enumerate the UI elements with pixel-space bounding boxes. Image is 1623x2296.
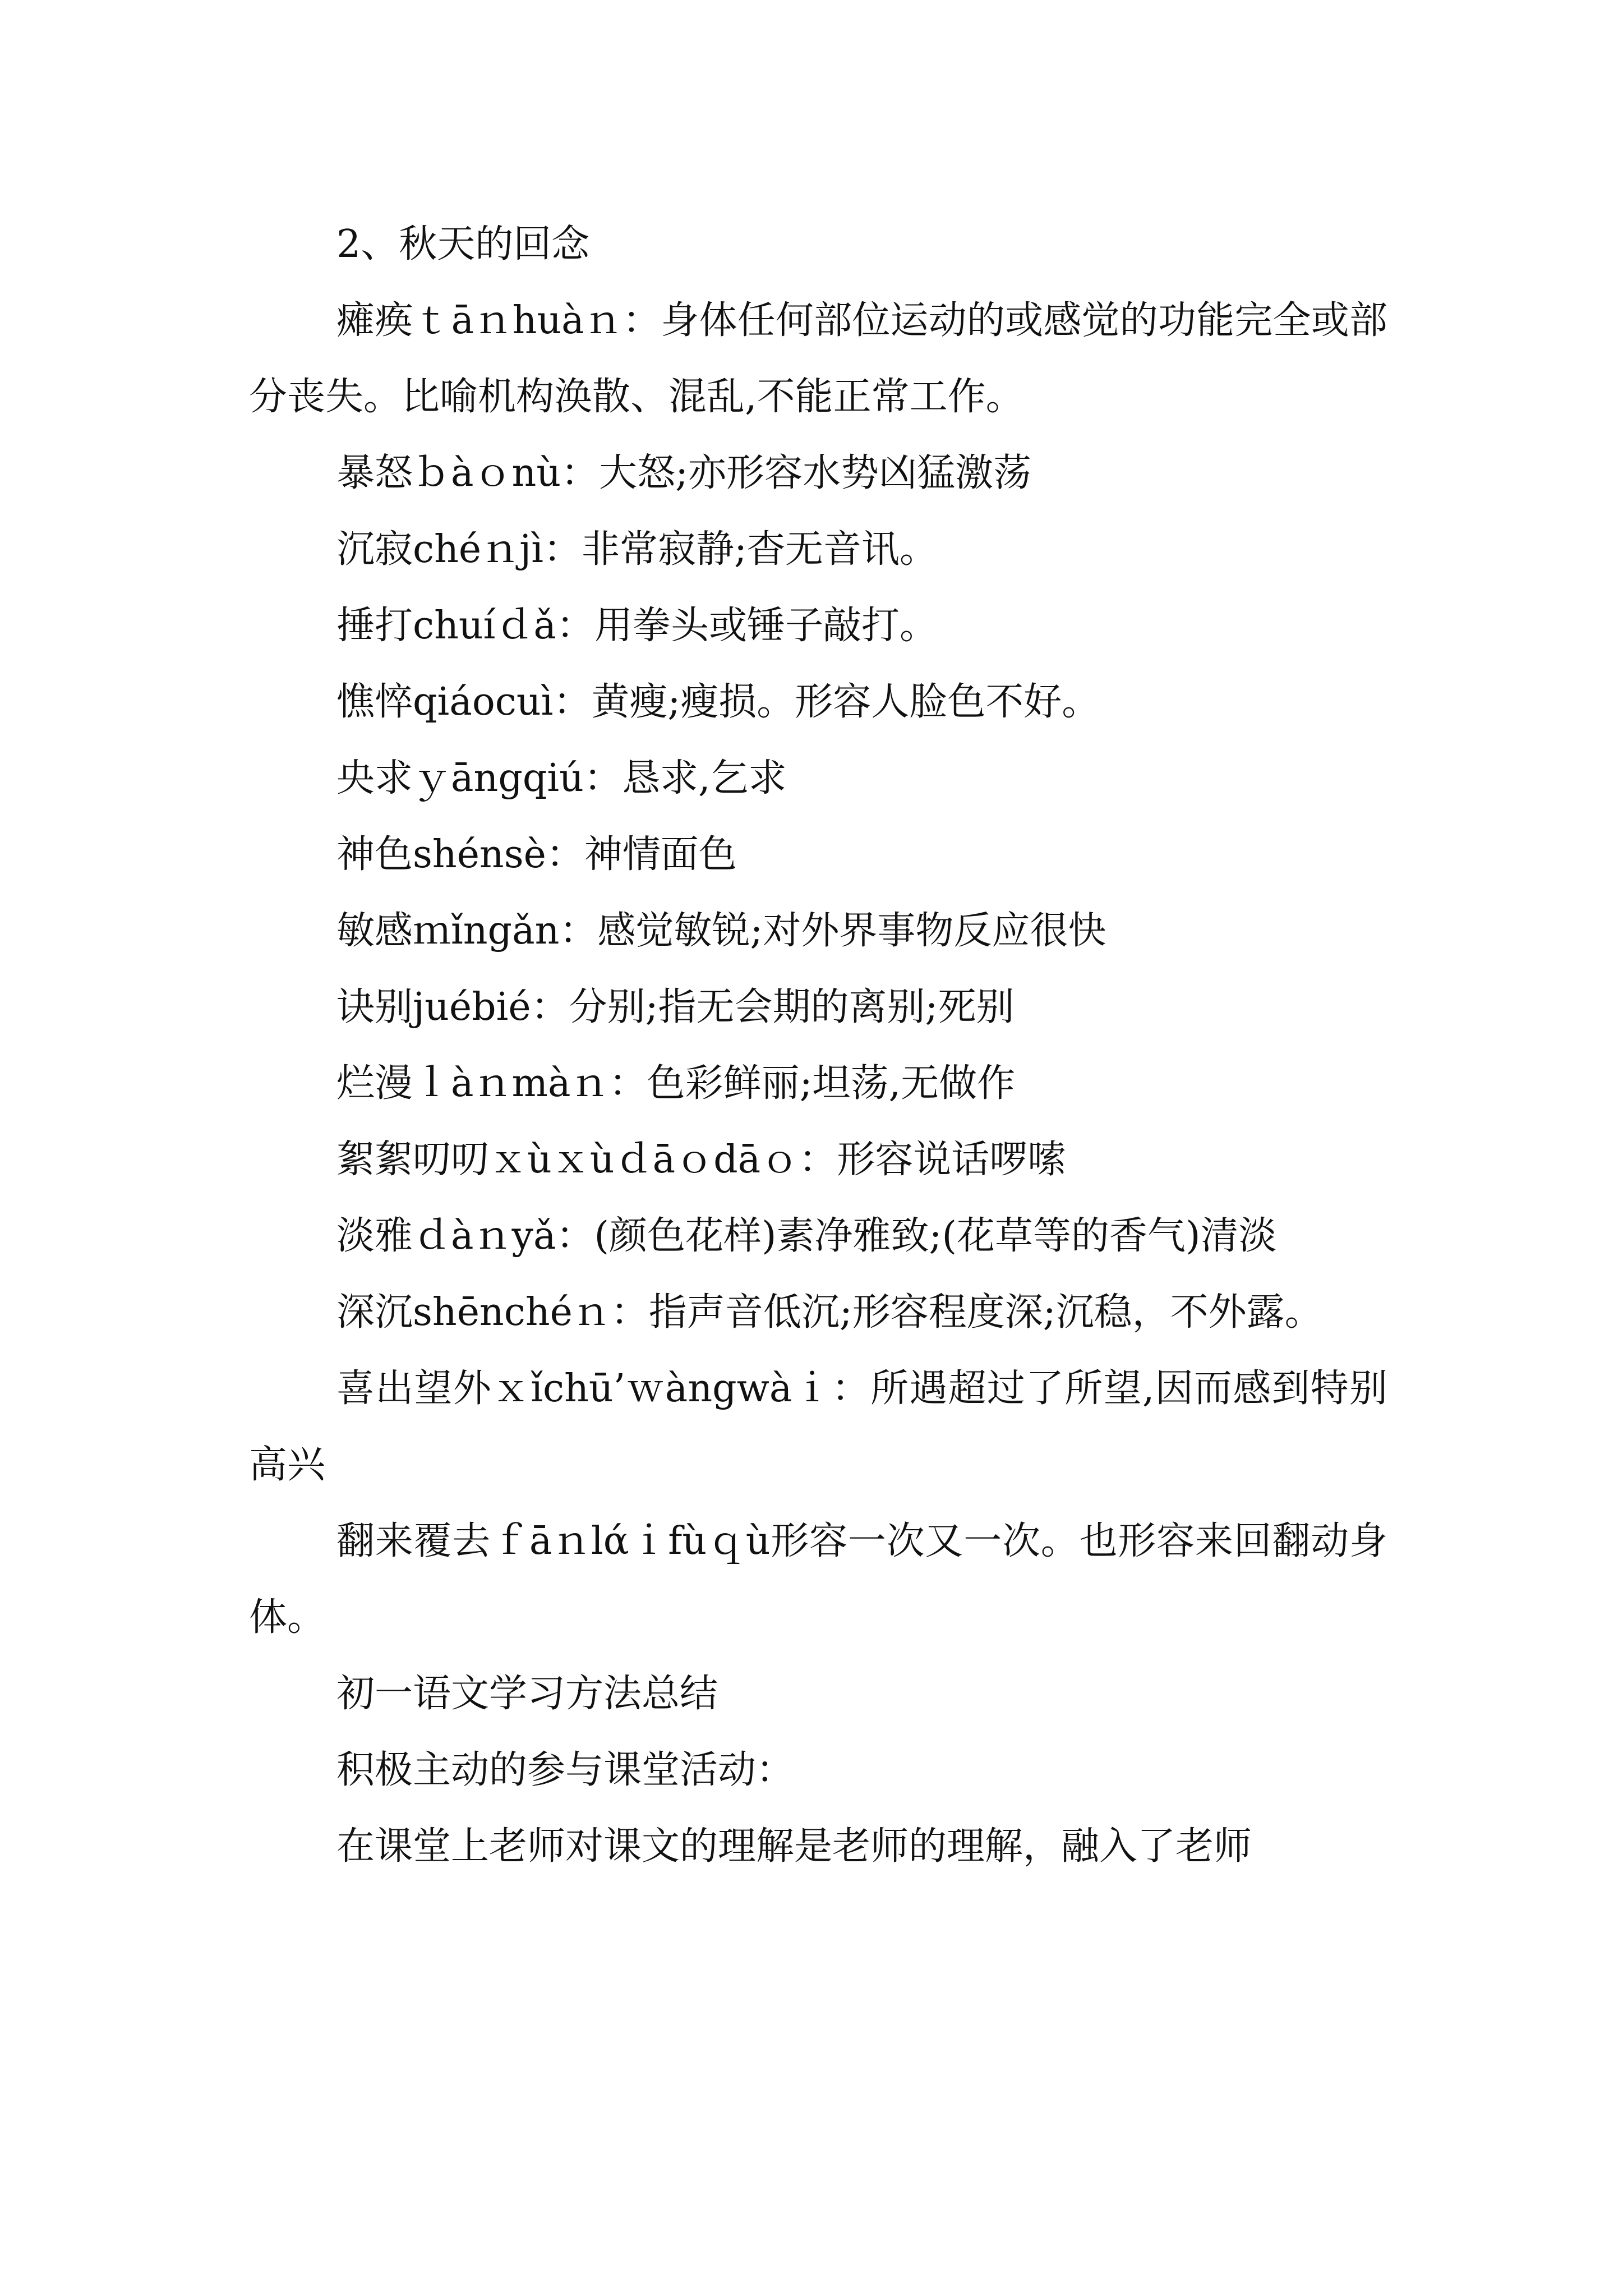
vocab-entry-xichuwangwai: 喜出望外ｘǐchū’ｗàngwàｉ：所遇超过了所望,因而感到特别高兴 — [249, 1366, 1387, 1487]
vocab-entry-fanlaifuqu: 翻来覆去ｆāｎlάｉfùｑù形容一次又一次。也形容来回翻动身体。 — [249, 1519, 1387, 1640]
vocab-entry-qiaocui: 憔悴qiáocuì：黄瘦;瘦损。形容人脸色不好。 — [336, 680, 1100, 724]
vocab-entry-baonu: 暴怒ｂàｏnù：大怒;亦形容水势凶猛激荡 — [336, 451, 1032, 495]
vocab-entry-juebie: 诀别juébié：分别;指无会期的离别;死别 — [336, 985, 1015, 1029]
vocab-entry-chenji: 沉寂chéｎjì：非常寂静;杳无音讯。 — [336, 527, 938, 572]
section-title-study-methods: 初一语文学习方法总结 — [336, 1672, 718, 1716]
vocab-entry-yangqiu: 央求ｙāngqiú：恳求,乞求 — [336, 756, 787, 800]
vocab-entry-mingan: 敏感ｍǐngǎn：感觉敏锐;对外界事物反应很快 — [336, 909, 1106, 953]
vocab-entry-xuxudaodao: 絮絮叨叨ｘùｘùｄāｏdāｏ：形容说话啰嗦 — [336, 1138, 1066, 1182]
study-tip-heading: 积极主动的参与课堂活动： — [336, 1748, 795, 1792]
section-heading: 2、秋天的回念 — [336, 222, 590, 266]
vocab-entry-danya: 淡雅ｄàｎyǎ：(颜色花样)素净雅致;(花草等的香气)清淡 — [336, 1214, 1277, 1258]
vocab-entry-shenchen: 深沉shēnchéｎ：指声音低沉;形容程度深;沉稳，不外露。 — [336, 1290, 1323, 1335]
study-tip-paragraph: 在课堂上老师对课文的理解是老师的理解，融入了老师 — [336, 1824, 1252, 1869]
vocab-entry-chuida: 捶打chuíｄǎ：用拳头或锤子敲打。 — [336, 604, 938, 648]
vocab-entry-tanhuan: 瘫痪ｔāｎhuàｎ：身体任何部位运动的或感觉的功能完全或部分丧失。比喻机构涣散、混乱,不能正常工作。 — [249, 298, 1387, 419]
vocab-entry-shense: 神色shénsè：神情面色 — [336, 832, 737, 877]
document-body — [249, 206, 1387, 1885]
vocab-entry-lanman: 烂漫ｌàｎmàｎ：色彩鲜丽;坦荡,无做作 — [336, 1061, 1016, 1106]
